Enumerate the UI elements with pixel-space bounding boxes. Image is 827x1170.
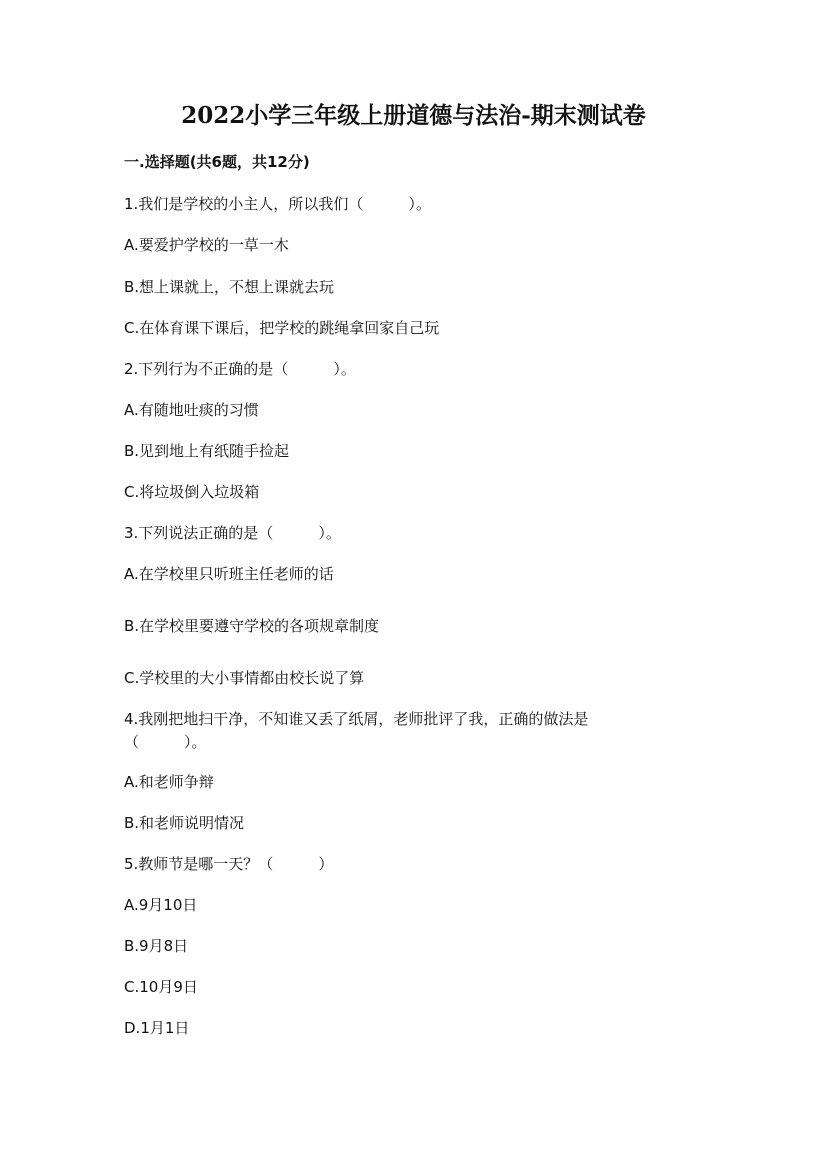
question-5-option-d: D.1月1日	[124, 1019, 190, 1037]
question-1-stem: 1.我们是学校的小主人，所以我们（ ）。	[124, 195, 431, 213]
question-3-option-b: B.在学校里要遵守学校的各项规章制度	[124, 617, 380, 635]
question-2-option-c: C.将垃圾倒入垃圾箱	[124, 483, 260, 501]
question-3-option-a: A.在学校里只听班主任老师的话	[124, 565, 334, 583]
page-title: 2022小学三年级上册道德与法治-期末测试卷	[181, 102, 646, 129]
question-3-stem: 3.下列说法正确的是（ ）。	[124, 524, 341, 542]
question-1-option-c: C.在体育课下课后，把学校的跳绳拿回家自己玩	[124, 319, 440, 337]
question-4-option-a: A.和老师争辩	[124, 773, 214, 791]
section-heading: 一.选择题(共6题，共12分)	[124, 153, 310, 171]
question-4-option-b: B.和老师说明情况	[124, 814, 245, 832]
question-4-stem-line-1: 4.我刚把地扫干净，不知谁又丢了纸屑，老师批评了我，正确的做法是	[124, 710, 589, 728]
question-2-option-b: B.见到地上有纸随手捡起	[124, 442, 290, 460]
question-1-option-a: A.要爱护学校的一草一木	[124, 236, 289, 254]
question-4-stem-line-2: （ ）。	[124, 733, 207, 751]
question-1-option-b: B.想上课就上，不想上课就去玩	[124, 278, 335, 296]
question-5-option-b: B.9月8日	[124, 937, 189, 955]
question-5-stem: 5.教师节是哪一天？（ ）	[124, 855, 334, 873]
question-2-stem: 2.下列行为不正确的是（ ）。	[124, 360, 356, 378]
question-5-option-c: C.10月9日	[124, 978, 198, 996]
question-2-option-a: A.有随地吐痰的习惯	[124, 401, 259, 419]
question-3-option-c: C.学校里的大小事情都由校长说了算	[124, 669, 365, 687]
question-5-option-a: A.9月10日	[124, 896, 198, 914]
